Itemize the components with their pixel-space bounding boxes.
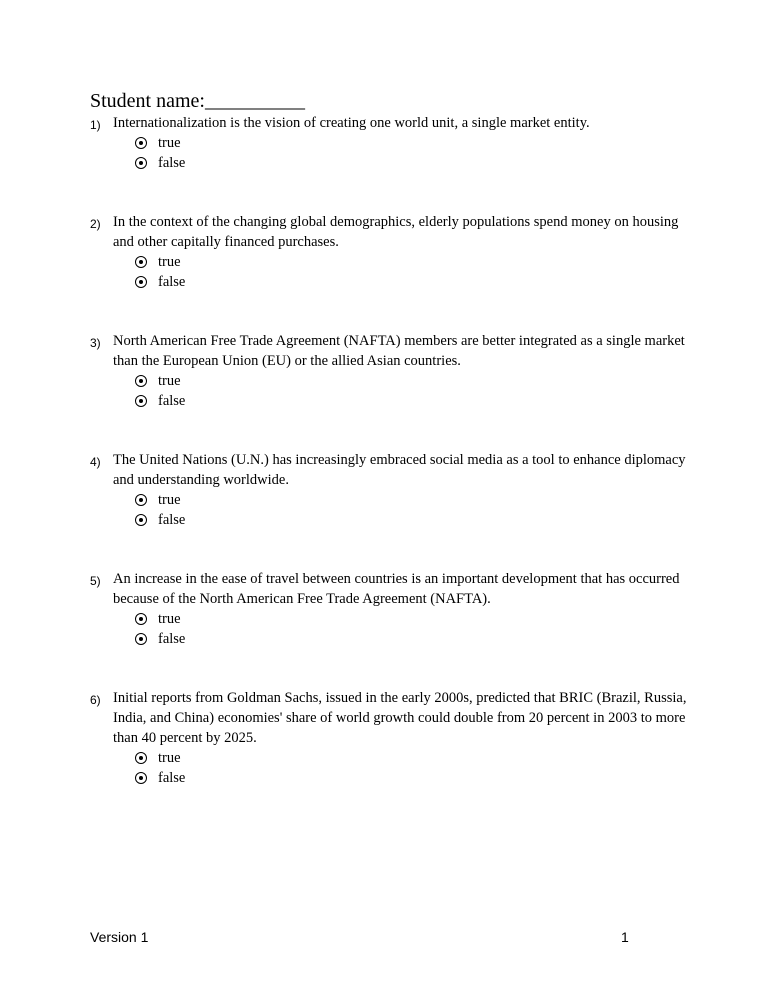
option-true[interactable]: [135, 490, 690, 510]
question-number: 1): [90, 118, 101, 132]
question-text: Internationalization is the vision of creating one world unit, a single market entity.: [113, 115, 590, 131]
question-4: [90, 450, 690, 530]
radio-icon[interactable]: [135, 633, 147, 645]
radio-icon[interactable]: [135, 494, 147, 506]
option-label: true: [158, 254, 181, 270]
option-true[interactable]: [135, 252, 690, 272]
option-label: true: [158, 492, 181, 508]
radio-icon[interactable]: [135, 137, 147, 149]
question-text: An increase in the ease of travel between countries is an important development that has occurred because of the North American Free Trade Agreement (NAFTA).: [113, 571, 680, 607]
option-true[interactable]: [135, 371, 690, 391]
option-false[interactable]: [135, 629, 690, 649]
question-number: 6): [90, 693, 101, 707]
question-3: [90, 331, 690, 411]
option-true[interactable]: [135, 748, 690, 768]
option-label: false: [158, 393, 186, 409]
radio-icon[interactable]: [135, 514, 147, 526]
option-label: false: [158, 512, 186, 528]
question-1: [90, 113, 690, 173]
option-false[interactable]: [135, 272, 690, 292]
radio-icon[interactable]: [135, 752, 147, 764]
question-6: [90, 688, 690, 788]
option-label: false: [158, 155, 186, 171]
option-label: false: [158, 770, 186, 786]
version-label: Version 1: [90, 929, 149, 945]
option-label: true: [158, 135, 181, 151]
option-false[interactable]: [135, 391, 690, 411]
option-false[interactable]: [135, 153, 690, 173]
option-label: false: [158, 274, 186, 290]
option-label: false: [158, 631, 186, 647]
radio-icon[interactable]: [135, 613, 147, 625]
question-text: The United Nations (U.N.) has increasingly embraced social media as a tool to enhance diplomacy and understanding worldwide.: [113, 452, 686, 488]
radio-icon[interactable]: [135, 256, 147, 268]
option-true[interactable]: [135, 133, 690, 153]
option-false[interactable]: [135, 768, 690, 788]
option-true[interactable]: [135, 609, 690, 629]
option-label: true: [158, 373, 181, 389]
question-number: 3): [90, 336, 101, 350]
option-false[interactable]: [135, 510, 690, 530]
student-name-field[interactable]: Student name:__________: [90, 90, 305, 112]
question-text: Initial reports from Goldman Sachs, issued in the early 2000s, predicted that BRIC (Brazil, Russia, India, and China) economies' share of world growth could double from 20 percent in 2003 to more than 40 percent by 2025.: [113, 690, 687, 746]
radio-icon[interactable]: [135, 276, 147, 288]
radio-icon[interactable]: [135, 157, 147, 169]
question-number: 4): [90, 455, 101, 469]
question-2: [90, 212, 690, 292]
question-text: In the context of the changing global demographics, elderly populations spend money on housing and other capitally financed purchases.: [113, 214, 679, 250]
radio-icon[interactable]: [135, 375, 147, 387]
question-text: North American Free Trade Agreement (NAFTA) members are better integrated as a single market than the European Union (EU) or the allied Asian countries.: [113, 333, 685, 369]
question-number: 5): [90, 574, 101, 588]
radio-icon[interactable]: [135, 395, 147, 407]
option-label: true: [158, 611, 181, 627]
question-number: 2): [90, 217, 101, 231]
question-5: [90, 569, 690, 649]
radio-icon[interactable]: [135, 772, 147, 784]
option-label: true: [158, 750, 181, 766]
page-number: 1: [621, 929, 629, 945]
